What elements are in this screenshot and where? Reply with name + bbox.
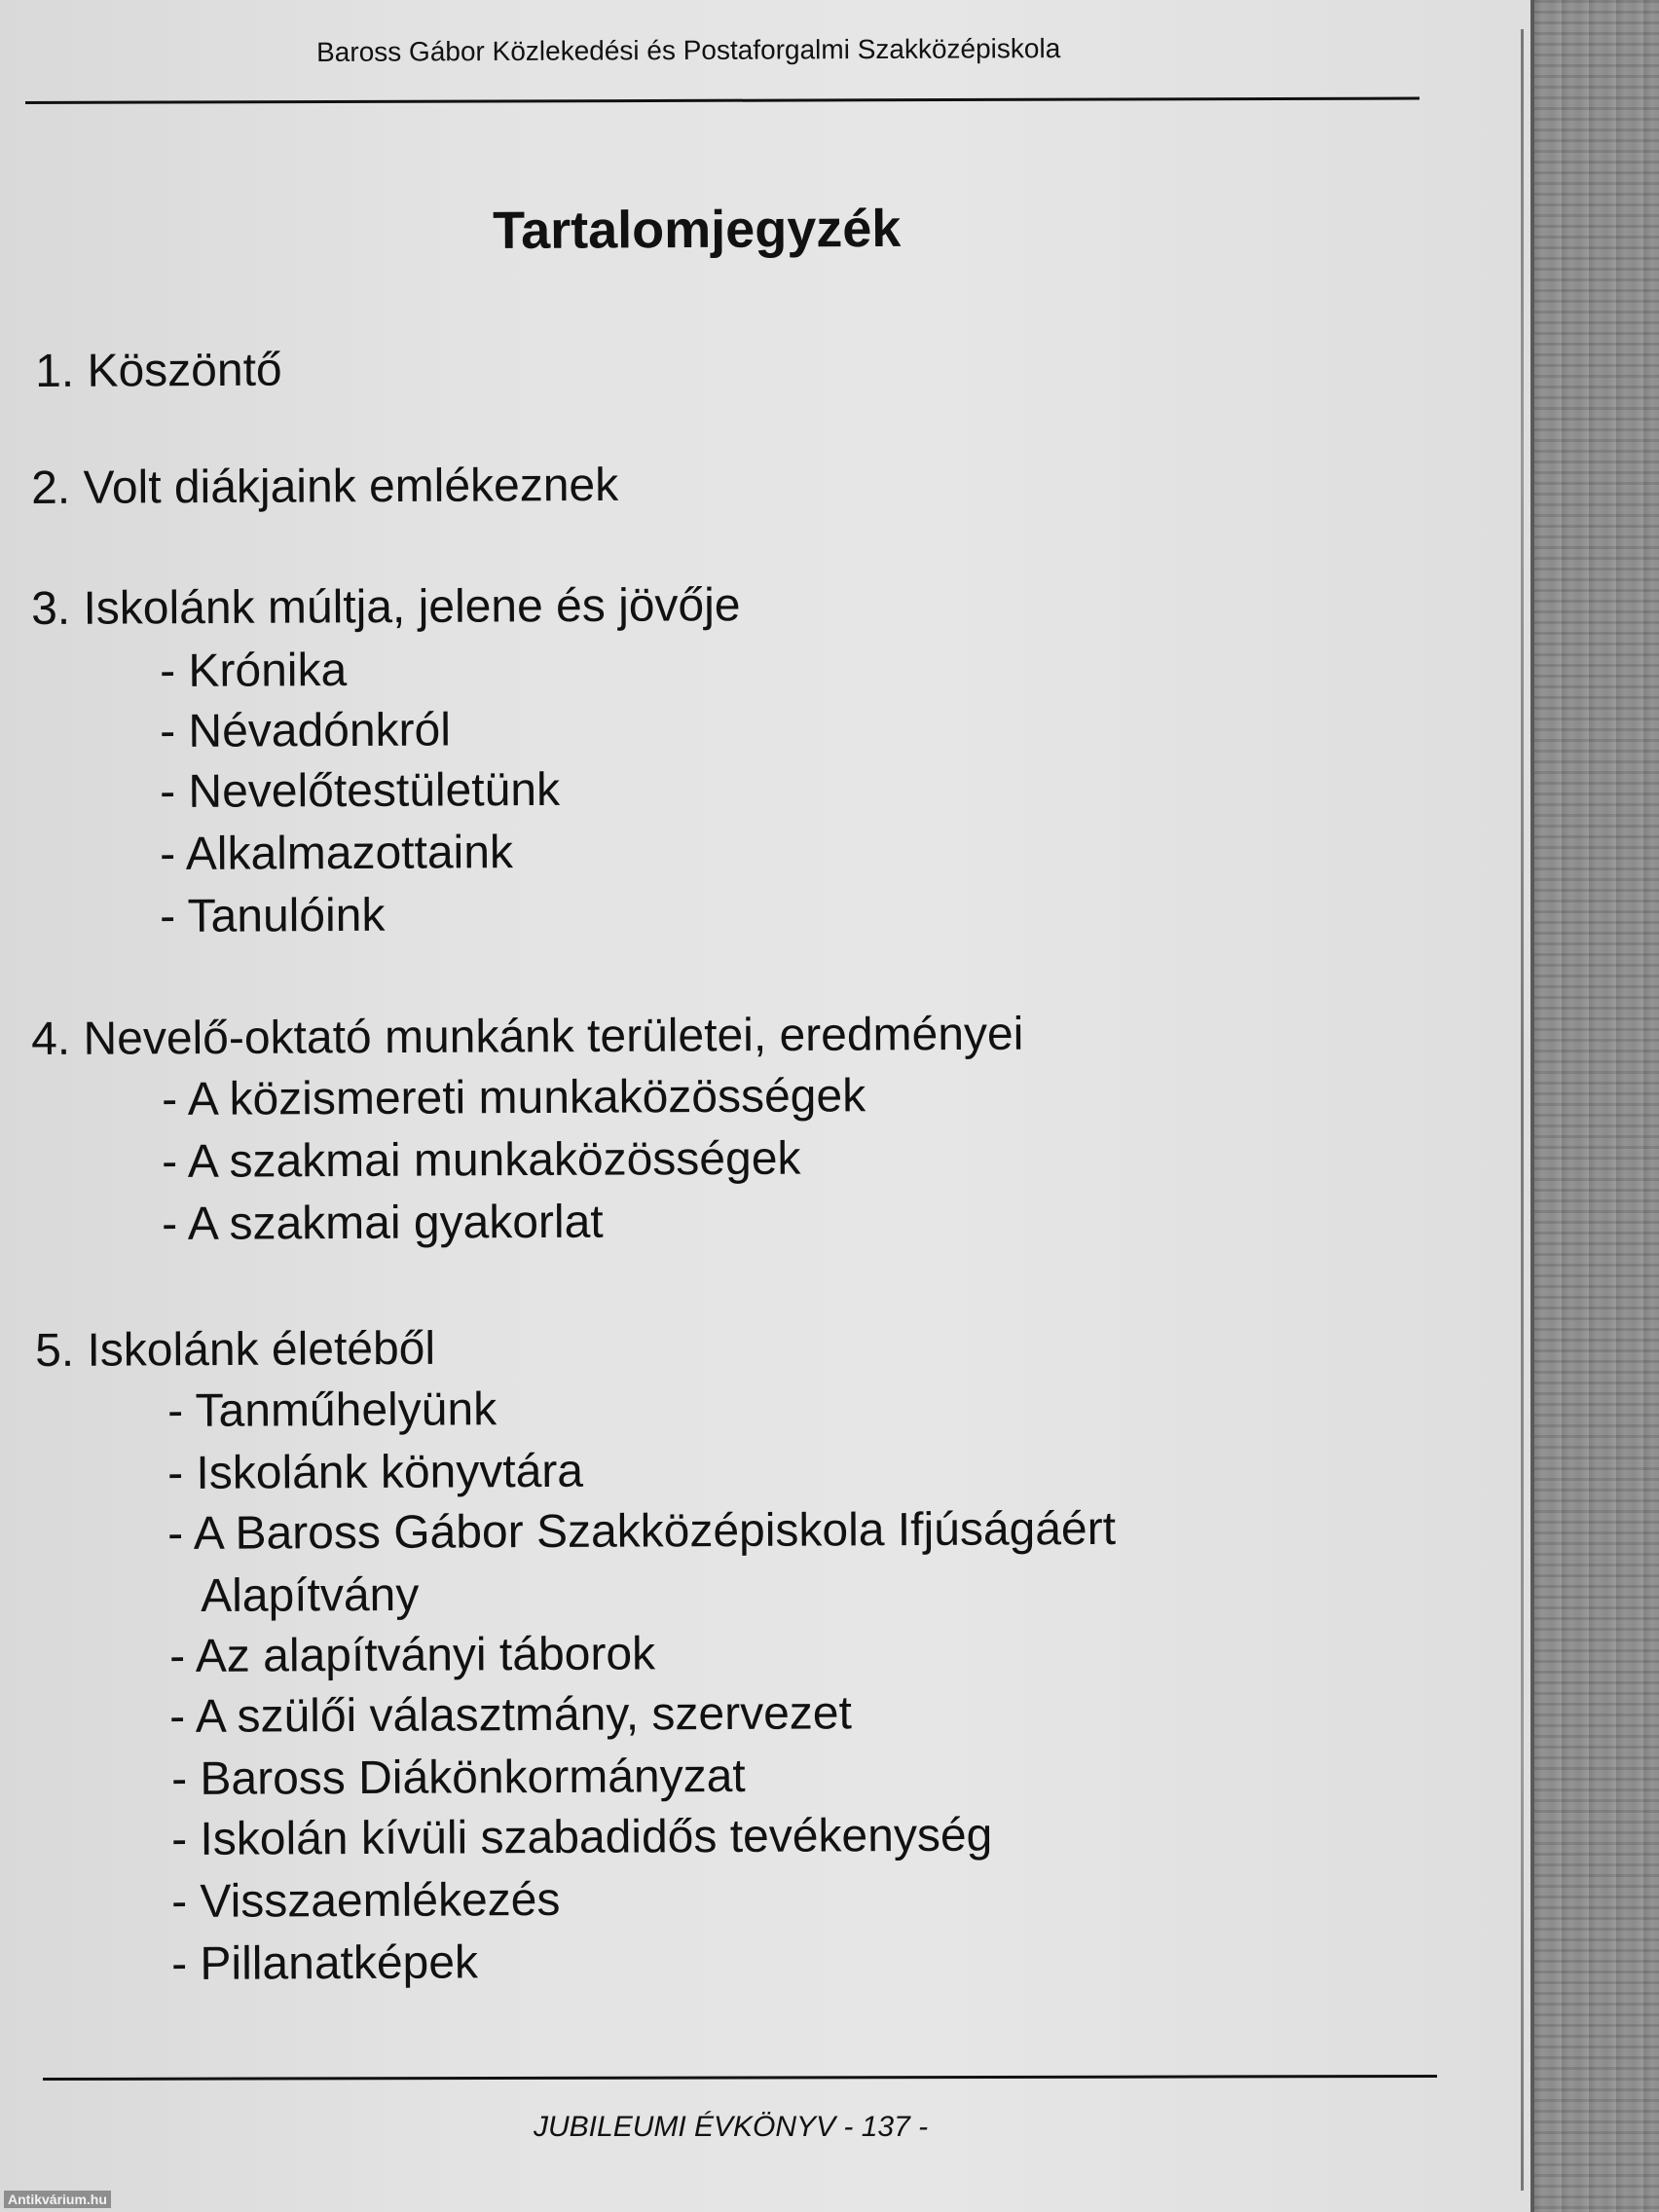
toc-item: - A szakmai munkaközösségek: [162, 1132, 801, 1188]
toc-item: - Nevelőtestületünk: [160, 763, 561, 818]
toc-item: - A szülői választmány, szervezet: [169, 1687, 852, 1743]
toc-item: - A szakmai gyakorlat: [162, 1196, 604, 1250]
toc-heading-1: 1. Köszöntő: [35, 344, 282, 397]
toc-item: - A Baross Gábor Szakközépiskola Ifjúságáért: [167, 1502, 1117, 1560]
toc-heading-3: 3. Iskolánk múltja, jelene és jövője: [31, 579, 741, 635]
toc-item: - Névadónkról: [160, 704, 452, 757]
toc-item: - Tanműhelyünk: [167, 1383, 498, 1437]
book-spine-background: [1530, 0, 1659, 2212]
toc-item: - Alkalmazottaink: [160, 827, 514, 880]
toc-item: - Iskolán kívüli szabadidős tevékenység: [171, 1809, 993, 1865]
toc-item: - Tanulóink: [160, 889, 386, 942]
toc-item: - Visszaemlékezés: [171, 1873, 561, 1928]
toc-item-continuation: Alapítvány: [201, 1568, 420, 1622]
running-header: Baross Gábor Közlekedési és Postaforgalmi Szakközépiskola: [316, 32, 1061, 67]
toc-heading-5: 5. Iskolánk életéből: [35, 1322, 436, 1377]
toc-item: - Iskolánk könyvtára: [167, 1445, 584, 1499]
page-footer: JUBILEUMI ÉVKÖNYV - 137 -: [534, 2111, 929, 2143]
toc-item: - Baross Diákönkormányzat: [171, 1750, 746, 1805]
toc-item: - Krónika: [160, 644, 348, 697]
toc-heading-2: 2. Volt diákjaink emlékeznek: [31, 459, 619, 514]
watermark: Antikvárium.hu: [4, 2191, 111, 2208]
toc-item: - Pillanatképek: [171, 1936, 479, 1990]
toc-item: - Az alapítványi táborok: [169, 1628, 656, 1682]
page-title: Tartalomjegyzék: [493, 199, 902, 260]
page-edge: [1521, 29, 1524, 2191]
toc-item: - A közismereti munkaközösségek: [162, 1070, 866, 1125]
toc-heading-4: 4. Nevelő-oktató munkánk területei, eredményei: [31, 1008, 1024, 1065]
